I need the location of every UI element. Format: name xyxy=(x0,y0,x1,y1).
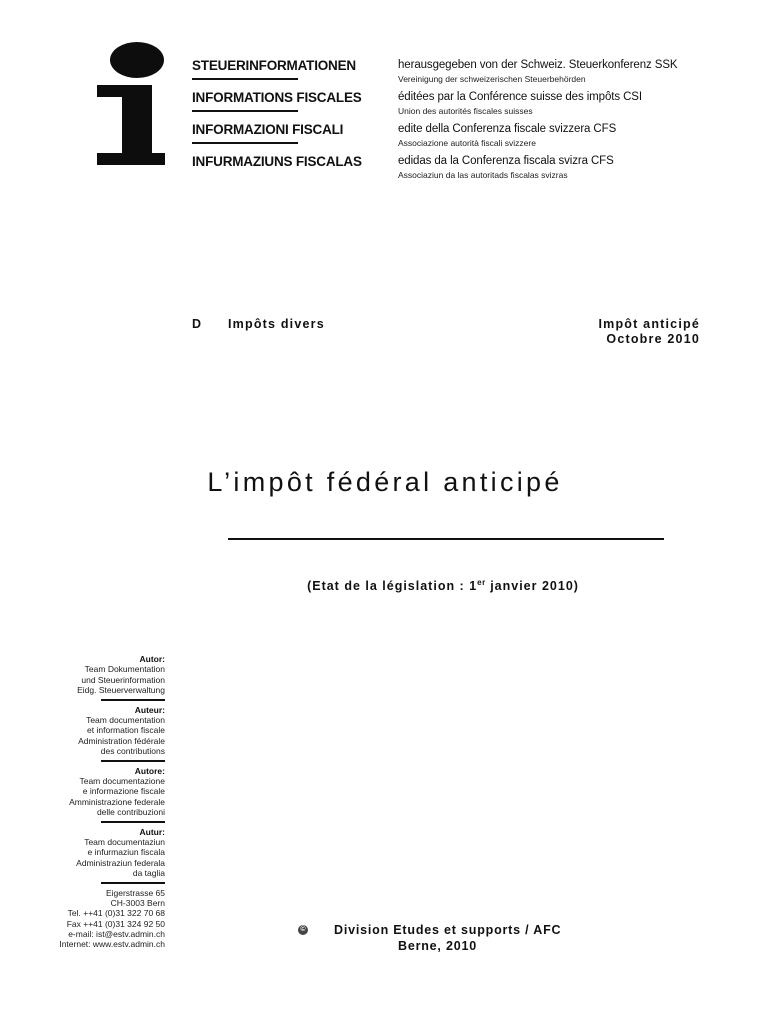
address-line: CH-3003 Bern xyxy=(110,897,165,908)
header-rule xyxy=(192,142,298,144)
author-line: Team documentaziun xyxy=(84,836,165,847)
website-line: Internet: www.estv.admin.ch xyxy=(59,939,165,950)
header-title: STEUERINFORMATIONEN xyxy=(192,58,356,73)
fax-line: Fax ++41 (0)31 324 92 50 xyxy=(66,918,165,929)
address-line: Eigerstrasse 65 xyxy=(105,887,165,898)
author-block-fr xyxy=(35,705,165,762)
header-publisher: éditées par la Conférence suisse des impôts CSI xyxy=(398,91,642,103)
author-heading: Autore: xyxy=(134,765,165,776)
header-publisher: edite della Conferenza fiscale svizzera CFS xyxy=(398,123,617,135)
logo-dot xyxy=(110,42,164,78)
author-block-it xyxy=(35,766,165,823)
header-rule xyxy=(192,110,298,112)
author-line: e informazione fiscale xyxy=(82,786,165,797)
footer-division: Division Etudes et supports / AFC xyxy=(334,923,562,937)
author-block-de xyxy=(35,654,165,701)
legislation-state-prefix: (Etat de la législation : 1 xyxy=(307,579,478,594)
footer-place-year: Berne, 2010 xyxy=(398,939,477,953)
header-association: Vereinigung der schweizerischen Steuerbehörden xyxy=(398,74,586,84)
category-name: Impôts divers xyxy=(228,317,325,331)
logo-stem xyxy=(122,85,152,163)
author-line: delle contribuzioni xyxy=(96,806,165,817)
header-row-it xyxy=(192,122,712,154)
topic-name: Impôt anticipé xyxy=(598,317,700,331)
author-heading: Auteur: xyxy=(134,704,165,715)
publication-date: Octobre 2010 xyxy=(606,332,700,346)
sidebar-rule xyxy=(101,699,165,701)
legislation-state-suffix: janvier 2010) xyxy=(485,579,579,594)
author-block-rm xyxy=(35,827,165,884)
author-line: Team documentazione xyxy=(79,775,165,786)
header-row-de xyxy=(192,58,712,90)
author-line: et information fiscale xyxy=(87,725,165,736)
author-line: Administration fédérale xyxy=(78,735,165,746)
document-title: L’impôt fédéral anticipé xyxy=(207,467,563,497)
author-line: Amministrazione federale xyxy=(69,796,165,807)
author-line: und Steuerinformation xyxy=(81,674,165,685)
sidebar-rule xyxy=(101,760,165,762)
header-association: Associaziun da las autoritads fiscalas svizras xyxy=(398,170,568,180)
copyright-icon: © xyxy=(298,925,308,935)
header-association: Union des autorités fiscales suisses xyxy=(398,106,533,116)
author-heading: Autor: xyxy=(139,654,165,664)
author-line: Team documentation xyxy=(86,714,165,725)
header-title: INFORMAZIONI FISCALI xyxy=(192,122,344,137)
legislation-state-sup: er xyxy=(477,578,486,587)
author-heading: Autur: xyxy=(139,826,165,837)
header-title: INFORMATIONS FISCALES xyxy=(192,90,362,105)
category-letter: D xyxy=(192,317,203,331)
sidebar-rule xyxy=(101,821,165,823)
author-line: Administraziun federala xyxy=(76,857,165,868)
header-publisher: herausgegeben von der Schweiz. Steuerkonferenz SSK xyxy=(398,59,678,71)
header-association: Associazione autorità fiscali svizzere xyxy=(398,138,536,148)
logo-serif-bottom xyxy=(97,153,165,165)
header-rule xyxy=(192,78,298,80)
author-line: e infurmaziun fiscala xyxy=(87,847,165,858)
author-line: Eidg. Steuerverwaltung xyxy=(77,684,165,695)
header-row-fr xyxy=(192,90,712,122)
author-sidebar xyxy=(35,654,165,953)
legislation-state xyxy=(0,578,770,593)
author-line: da taglia xyxy=(132,867,165,878)
email-line: e-mail: ist@estv.admin.ch xyxy=(68,928,165,939)
phone-line: Tel. ++41 (0)31 322 70 68 xyxy=(67,908,165,919)
author-line: Team Dokumentation xyxy=(84,664,165,675)
sidebar-rule xyxy=(101,882,165,884)
header-title: INFURMAZIUNS FISCALAS xyxy=(192,154,362,169)
title-rule xyxy=(228,538,664,540)
address-block xyxy=(35,888,165,950)
header-publisher: edidas da la Conferenza fiscala svizra CFS xyxy=(398,155,614,167)
topic-block xyxy=(598,317,700,347)
header-row-rm xyxy=(192,154,712,186)
author-line: des contributions xyxy=(100,745,165,756)
